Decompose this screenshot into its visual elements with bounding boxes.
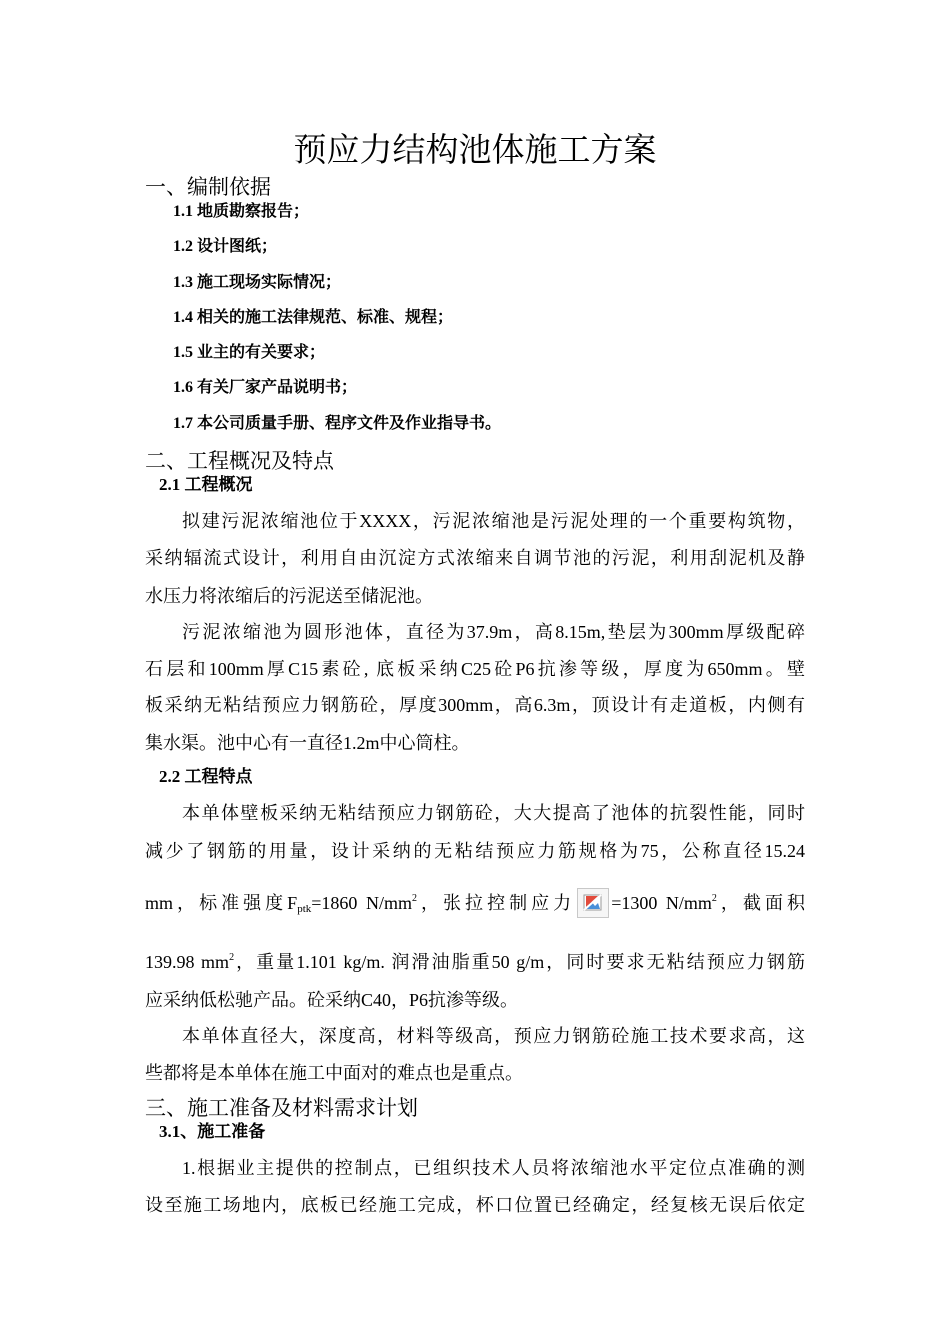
section-heading-2: 二、工程概况及特点 [145,449,334,473]
superscript: 2 [711,893,717,904]
paragraph-line-formula [145,888,805,918]
section-heading-3: 三、施工准备及材料需求计划 [145,1096,418,1120]
paragraph-line: 水压力将浓缩后的污泥送至储泥池。 [145,586,433,606]
paragraph-line: 应采纳低松驰产品。砼采纳C40，P6抗渗等级。 [145,990,519,1010]
list-item: 1.7 本公司质量手册、程序文件及作业指导书。 [173,415,502,432]
text-span: ，张拉控制应力 [416,893,576,913]
document-title: 预应力结构池体施工方案 [293,130,657,169]
text-span: mm，标准强度F [145,893,298,913]
paragraph-line: 拟建污泥浓缩池位于XXXX，污泥浓缩池是污泥处理的一个重要构筑物， [182,511,805,531]
superscript: 2 [229,952,235,963]
list-item: 1.1 地质勘察报告； [173,203,310,220]
superscript: 2 [411,893,417,904]
list-item: 1.2 设计图纸； [173,238,278,255]
text-span: ，重量1.101 kg/m. 润滑油脂重50 g/m，同时要求无粘结预应力钢筋 [234,952,805,972]
paragraph-line: 设至施工场地内，底板已经施工完成，杯口位置已经确定，经复核无误后依定 [145,1195,805,1215]
paragraph-line: 1.根据业主提供的控制点，已组织技术人员将浓缩池水平定位点准确的测 [182,1158,805,1178]
list-item: 1.6 有关厂家产品说明书； [173,379,358,396]
subsection-heading: 2.2 工程特点 [159,767,253,786]
paragraph-line: 减少了钢筋的用量，设计采纳的无粘结预应力筋规格为75，公称直径15.24 [145,841,805,861]
text-span: =1860 N/mm [311,893,412,913]
paragraph-line [145,949,805,975]
list-item: 1.5 业主的有关要求； [173,344,326,361]
text-span: =1300 N/mm [611,893,712,913]
paragraph-line: 本单体直径大，深度高，材料等级高，预应力钢筋砼施工技术要求高，这 [182,1026,805,1046]
list-item: 1.3 施工现场实际情况； [173,274,342,291]
text-span: 139.98 mm [145,952,230,972]
section-heading-1: 一、编制依据 [145,175,271,199]
paragraph-line: 石层和100mm厚C15素砼, 底板采纳C25砼P6抗渗等级，厚度为650mm。壁 [145,659,805,679]
subscript: ptk [297,903,312,915]
text-span: ，截面积 [716,893,806,913]
paragraph-line: 些都将是本单体在施工中面对的难点也是重点。 [145,1063,523,1083]
subsection-heading: 2.1 工程概况 [159,475,253,494]
paragraph-line: 污泥浓缩池为圆形池体，直径为37.9m，高8.15m,垫层为300mm厚级配碎 [182,622,805,642]
list-item: 1.4 相关的施工法律规范、标准、规程； [173,309,454,326]
paragraph-line: 采纳辐流式设计，利用自由沉淀方式浓缩来自调节池的污泥，利用刮泥机及静 [145,548,805,568]
paragraph-line: 板采纳无粘结预应力钢筋砼，厚度300mm，高6.3m，顶设计有走道板，内侧有 [145,695,805,715]
broken-image-icon [577,888,609,918]
paragraph-line: 本单体壁板采纳无粘结预应力钢筋砼，大大提高了池体的抗裂性能，同时 [182,803,805,823]
subsection-heading: 3.1、施工准备 [159,1122,266,1141]
paragraph-line: 集水渠。池中心有一直径1.2m中心筒柱。 [145,733,470,753]
